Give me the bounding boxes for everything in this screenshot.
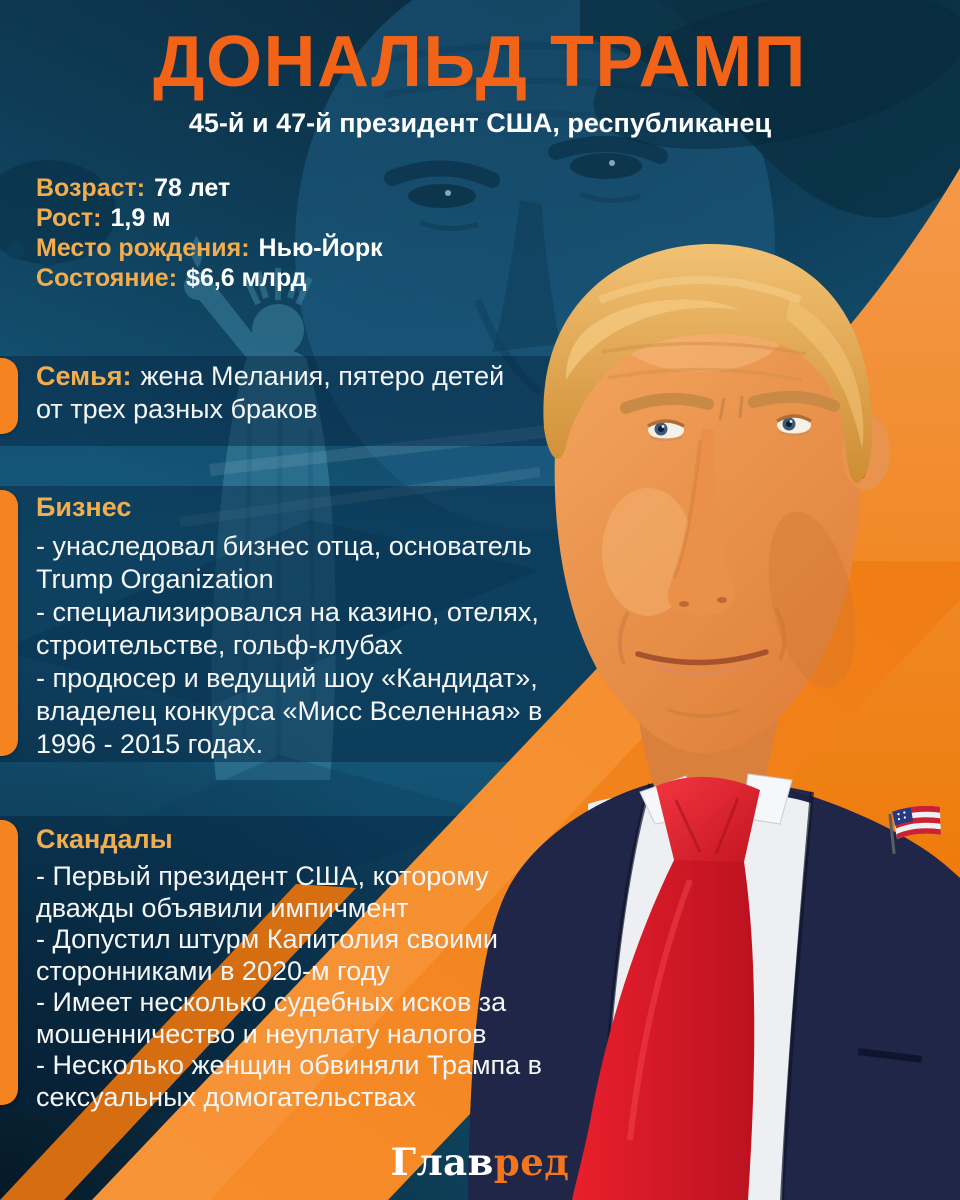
section-line: Trump Organization — [36, 564, 274, 594]
stat-value: Нью-Йорк — [258, 234, 383, 262]
page-title: ДОНАЛЬД ТРАМП — [153, 22, 807, 102]
section-line: дважды объявили импичмент — [36, 892, 409, 923]
stat-value: 78 лет — [154, 174, 231, 202]
stat-row-age — [36, 173, 383, 203]
section-line: - Несколько женщин обвиняли Трампа в — [36, 1050, 543, 1080]
stat-value: $6,6 млрд — [186, 264, 307, 292]
section-line: - Первый президент США, которому — [36, 861, 489, 891]
section-line: сексуальных домогательствах — [36, 1081, 416, 1112]
section-line: - Имеет несколько судебных исков за — [36, 987, 507, 1017]
section-line: владелец конкурса «Мисс Вселенная» в — [36, 696, 543, 726]
glavred-logo — [0, 1140, 960, 1184]
section-line: от трех разных браков — [36, 394, 318, 424]
profile-stats — [36, 173, 383, 293]
stat-row-height — [36, 203, 383, 233]
section-label-scandals: Скандалы — [36, 824, 173, 854]
stat-label: Место рождения: — [36, 234, 250, 262]
section-marker-family — [0, 358, 18, 434]
section-label-business: Бизнес — [36, 492, 132, 522]
section-business — [36, 530, 542, 761]
glavred-logo-orange-part: ред — [493, 1140, 570, 1184]
section-scandals — [36, 861, 542, 1113]
section-line — [36, 360, 504, 393]
section-line: 1996 - 2015 годах. — [36, 729, 264, 759]
section-label-family: Семья: — [36, 361, 132, 391]
section-line: сторонниками в 2020-м году — [36, 955, 390, 986]
section-line: строительстве, гольф-клубах — [36, 630, 403, 660]
section-family — [36, 360, 504, 426]
stat-label: Рост: — [36, 204, 102, 232]
section-line: - унаследовал бизнес отца, основатель — [36, 531, 532, 561]
section-line-text: жена Мелания, пятеро детей — [140, 361, 505, 391]
glavred-logo-white-part: Глав — [390, 1140, 494, 1184]
stat-label: Возраст: — [36, 174, 146, 202]
stat-row-birthplace — [36, 233, 383, 263]
page-subtitle: 45-й и 47-й президент США, республиканец — [188, 108, 772, 138]
section-marker-business — [0, 490, 18, 756]
stat-row-networth — [36, 263, 383, 293]
section-line: - специализировался на казино, отелях, — [36, 597, 539, 627]
section-marker-scandals — [0, 820, 18, 1105]
section-line: - Допустил штурм Капитолия своими — [36, 924, 498, 954]
section-line: - продюсер и ведущий шоу «Кандидат», — [36, 663, 538, 693]
stat-value: 1,9 м — [110, 204, 171, 232]
section-line: мошенничество и неуплату налогов — [36, 1018, 487, 1049]
stat-label: Состояние: — [36, 264, 178, 292]
